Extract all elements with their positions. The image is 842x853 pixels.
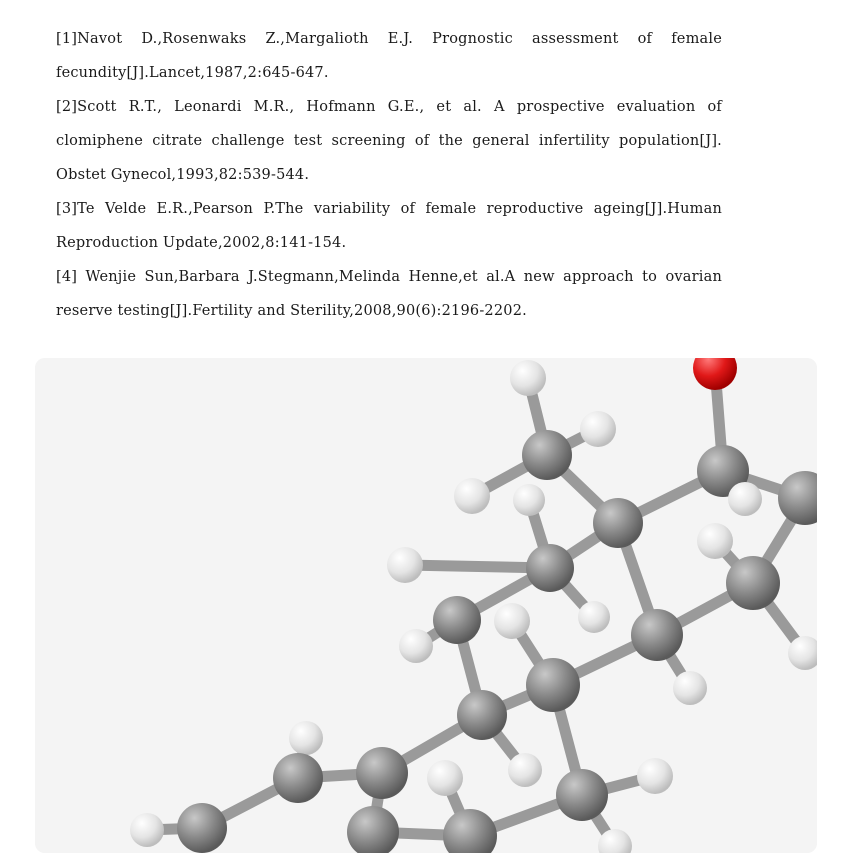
- carbon-atom: [433, 596, 481, 644]
- hydrogen-atom: [673, 671, 707, 705]
- molecule-figure: [35, 358, 817, 853]
- hydrogen-atom: [728, 482, 762, 516]
- hydrogen-atom: [637, 758, 673, 794]
- hydrogen-atom: [130, 813, 164, 847]
- reference-item-4: [4] Wenjie Sun,Barbara J.Stegmann,Melinda Henne,et al.A new approach to ovarian reserve testing[J].Fertility and Sterility,2008,90(6):2196-2202.: [56, 269, 722, 319]
- carbon-atom: [726, 556, 780, 610]
- hydrogen-atom: [513, 484, 545, 516]
- hydrogen-atom: [289, 721, 323, 755]
- hydrogen-atom: [510, 360, 546, 396]
- hydrogen-atom: [454, 478, 490, 514]
- carbon-atom: [631, 609, 683, 661]
- hydrogen-atom: [697, 523, 733, 559]
- reference-list: [56, 22, 722, 328]
- carbon-atom: [593, 498, 643, 548]
- carbon-atom: [457, 690, 507, 740]
- reference-item-2: [2]Scott R.T., Leonardi M.R., Hofmann G.E., et al. A prospective evaluation of clomiphene citrate challenge test screening of the general infertility population[J]. Obstet Gynecol,1993,82:539-544.: [56, 99, 722, 183]
- carbon-atom: [526, 658, 580, 712]
- hydrogen-atom: [494, 603, 530, 639]
- carbon-atom: [356, 747, 408, 799]
- hydrogen-atom: [399, 629, 433, 663]
- hydrogen-atom: [387, 547, 423, 583]
- hydrogen-atom: [578, 601, 610, 633]
- reference-item-3: [3]Te Velde E.R.,Pearson P.The variability of female reproductive ageing[J].Human Reproduction Update,2002,8:141-154.: [56, 201, 722, 251]
- carbon-atom: [526, 544, 574, 592]
- carbon-atom: [273, 753, 323, 803]
- carbon-atom: [522, 430, 572, 480]
- hydrogen-atom: [508, 753, 542, 787]
- carbon-atom: [556, 769, 608, 821]
- carbon-atom: [177, 803, 227, 853]
- reference-item-1: [1]Navot D.,Rosenwaks Z.,Margalioth E.J. Prognostic assessment of female fecundity[J].Lancet,1987,2:645-647.: [56, 31, 722, 81]
- molecule-model-illustration: [35, 358, 817, 853]
- hydrogen-atom: [580, 411, 616, 447]
- hydrogen-atom: [427, 760, 463, 796]
